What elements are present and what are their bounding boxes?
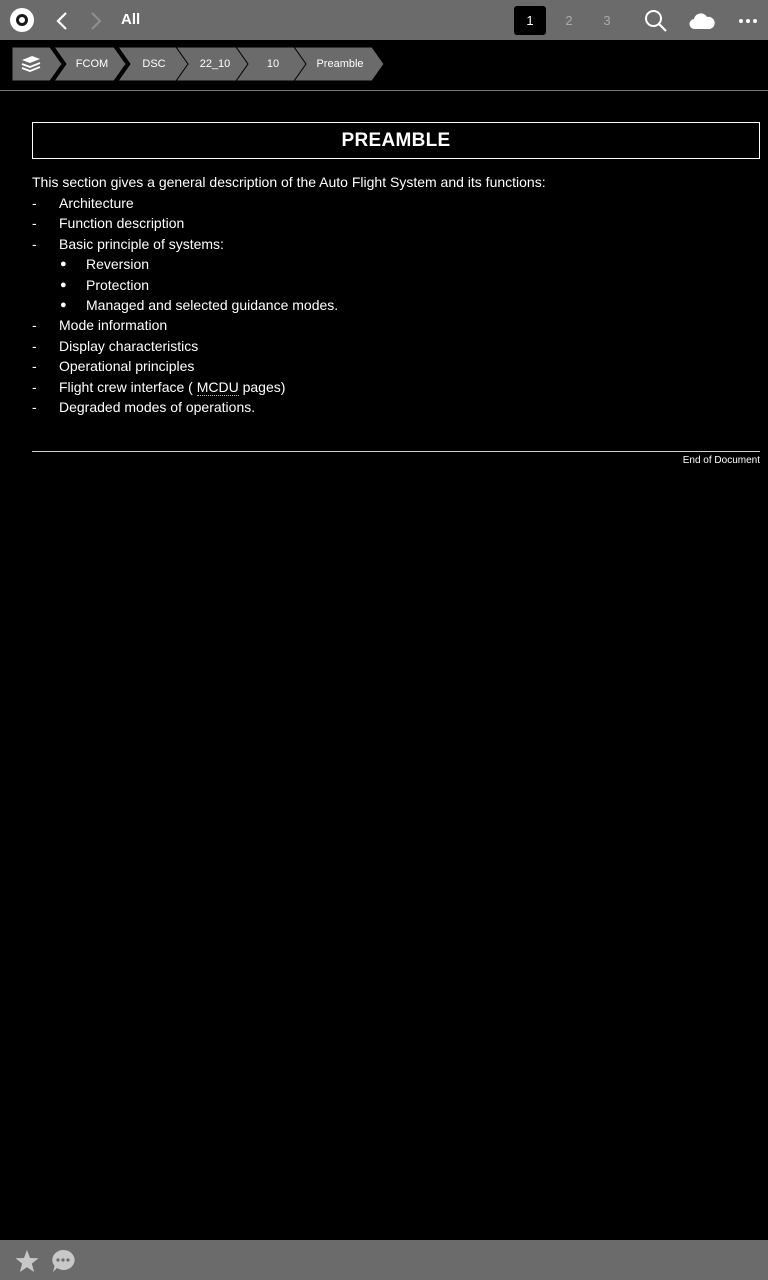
page-tab-1[interactable]: 1 — [514, 6, 546, 35]
list-item: - Architecture — [32, 195, 134, 211]
intro-text: This section gives a general description of the Auto Flight System and its functions: — [32, 174, 546, 190]
breadcrumb-label: DSC — [142, 58, 166, 70]
books-icon — [20, 54, 42, 74]
page-tab-3[interactable]: 3 — [603, 13, 611, 28]
breadcrumb-label: Preamble — [316, 58, 364, 70]
top-toolbar — [0, 0, 768, 40]
breadcrumb-label: FCOM — [75, 58, 109, 70]
list-item: - Flight crew interface ( MCDU pages) — [32, 379, 286, 395]
breadcrumb-preamble[interactable] — [294, 47, 386, 81]
star-icon[interactable] — [14, 1248, 40, 1274]
list-item: - Function description — [32, 215, 185, 231]
breadcrumb-label: 22_10 — [199, 58, 231, 70]
sub-list-item: ● Protection — [60, 277, 150, 293]
more-icon[interactable] — [738, 18, 758, 24]
abbreviation-link[interactable]: MCDU — [196, 379, 239, 395]
cloud-sync-icon[interactable] — [689, 11, 715, 31]
list-item: - Mode information — [32, 317, 168, 333]
chat-icon[interactable] — [50, 1248, 76, 1274]
list-item: - Display characteristics — [32, 338, 199, 354]
search-icon[interactable] — [644, 9, 668, 33]
list-item: - Basic principle of systems: — [32, 236, 224, 252]
library-title[interactable]: All — [121, 11, 141, 28]
app-logo-icon[interactable] — [10, 8, 34, 32]
page-tab-2[interactable]: 2 — [565, 13, 573, 28]
breadcrumb-fcom[interactable] — [54, 47, 126, 81]
sub-list-item: ● Managed and selected guidance modes. — [60, 297, 339, 313]
divider — [32, 451, 760, 452]
list-item: - Degraded modes of operations. — [32, 399, 256, 415]
breadcrumb — [0, 40, 768, 91]
forward-arrow-icon[interactable] — [86, 10, 106, 32]
end-of-document-label: End of Document — [682, 455, 760, 466]
sub-list-item: ● Reversion — [60, 256, 150, 272]
back-arrow-icon[interactable] — [52, 10, 72, 32]
list-item: - Operational principles — [32, 358, 195, 374]
page-title: PREAMBLE — [32, 122, 760, 159]
breadcrumb-label: 10 — [266, 58, 280, 70]
bottom-toolbar — [0, 1240, 768, 1280]
